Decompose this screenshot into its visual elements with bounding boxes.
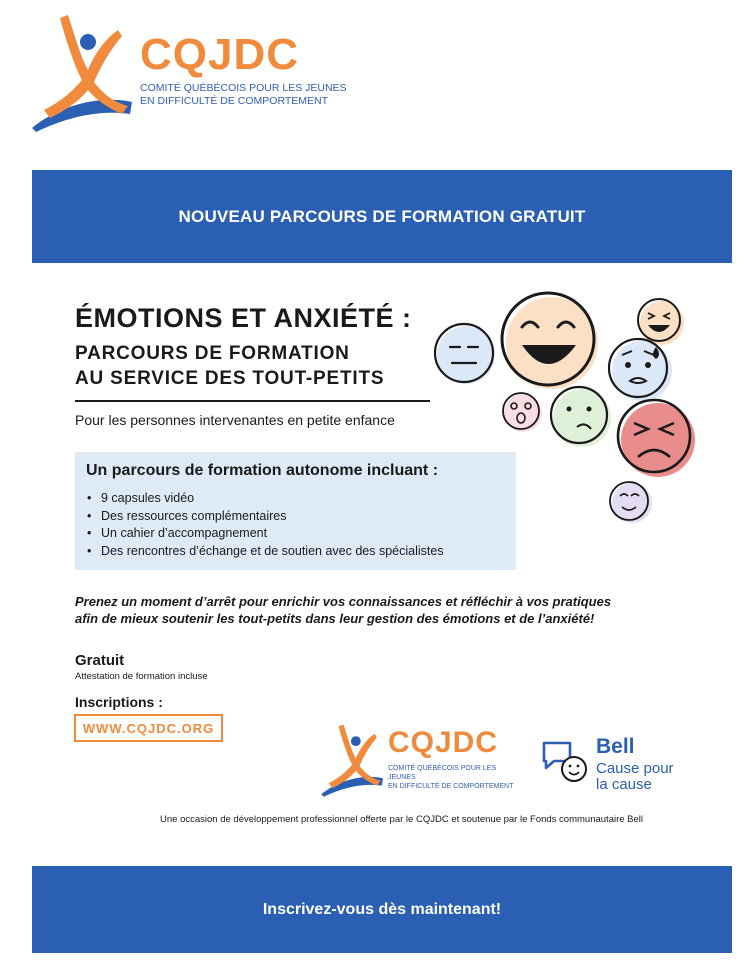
price-label: Gratuit xyxy=(75,652,125,669)
pitch-line: Prenez un moment d’arrêt pour enrichir vos connaissances et réfléchir à vos pratiques xyxy=(75,594,612,609)
logo-wordmark: CQJDC xyxy=(140,30,300,79)
bell-tagline-line: Cause pour xyxy=(596,760,674,777)
logo-subtitle-line: COMITÉ QUÉBÉCOIS POUR LES JEUNES xyxy=(388,765,497,781)
registration-label: Inscriptions : xyxy=(75,694,163,710)
confused-face-icon xyxy=(551,387,611,447)
register-now-button[interactable]: Inscrivez-vous dès maintenant! xyxy=(32,866,732,953)
speech-bubble-smile-icon xyxy=(540,739,592,787)
cqjdc-logo xyxy=(30,10,350,135)
emoji-cluster xyxy=(430,285,720,530)
registration-link[interactable]: WWW.CQJDC.ORG xyxy=(74,714,223,742)
title-divider xyxy=(75,400,430,402)
smiling-calm-face-icon xyxy=(610,482,652,523)
sponsor-footnote: Une occasion de développement professionnel offerte par le CQJDC et soutenue par le Fonds communautaire Bell xyxy=(160,814,644,825)
logo-wordmark: CQJDC xyxy=(388,726,499,759)
bell-wordmark: Bell xyxy=(596,735,635,758)
logo-subtitle-line: COMITÉ QUÉBÉCOIS POUR LES JEUNES xyxy=(140,82,347,94)
certificate-note: Attestation de formation incluse xyxy=(75,671,208,682)
page-title: ÉMOTIONS ET ANXIÉTÉ : xyxy=(75,303,412,333)
banner-top: NOUVEAU PARCOURS DE FORMATION GRATUIT xyxy=(32,170,732,263)
subtitle-line: PARCOURS DE FORMATION xyxy=(75,343,350,364)
angry-face-icon xyxy=(618,400,695,477)
list-item: • Des ressources complémentaires xyxy=(87,508,444,526)
bell-logo xyxy=(540,735,710,800)
audience-text: Pour les personnes intervenantes en petite enfance xyxy=(75,412,395,428)
cqjdc-figure-icon xyxy=(30,10,140,135)
bell-tagline-line: la cause xyxy=(596,776,652,793)
neutral-face-icon xyxy=(435,324,495,384)
shocked-face-icon xyxy=(503,393,542,432)
pitch-line: afin de mieux soutenir les tout-petits dans leur gestion des émotions et de l’anxiété! xyxy=(75,611,595,626)
logo-subtitle-line: EN DIFFICULTÉ DE COMPORTEMENT xyxy=(388,783,514,790)
logo-subtitle-line: EN DIFFICULTÉ DE COMPORTEMENT xyxy=(140,95,329,107)
subtitle-line: AU SERVICE DES TOUT-PETITS xyxy=(75,368,385,389)
logo-subtitle xyxy=(140,82,347,108)
laughing-face-icon xyxy=(638,299,684,345)
list-item: • Des rencontres d’échange et de soutien avec des spécialistes xyxy=(87,543,444,561)
list-item: • 9 capsules vidéo xyxy=(87,490,444,508)
cqjdc-logo-small xyxy=(320,720,520,800)
big-grin-face-icon xyxy=(502,293,598,389)
worried-sweat-face-icon xyxy=(609,339,672,401)
cqjdc-figure-icon xyxy=(320,720,388,800)
pitch-text xyxy=(75,593,635,627)
page-subtitle xyxy=(75,341,384,391)
features-list xyxy=(87,490,444,560)
list-item: • Un cahier d’accompagnement xyxy=(87,525,444,543)
features-title: Un parcours de formation autonome incluant : xyxy=(86,462,439,479)
bell-tagline xyxy=(596,761,674,793)
logo-subtitle xyxy=(388,764,520,791)
